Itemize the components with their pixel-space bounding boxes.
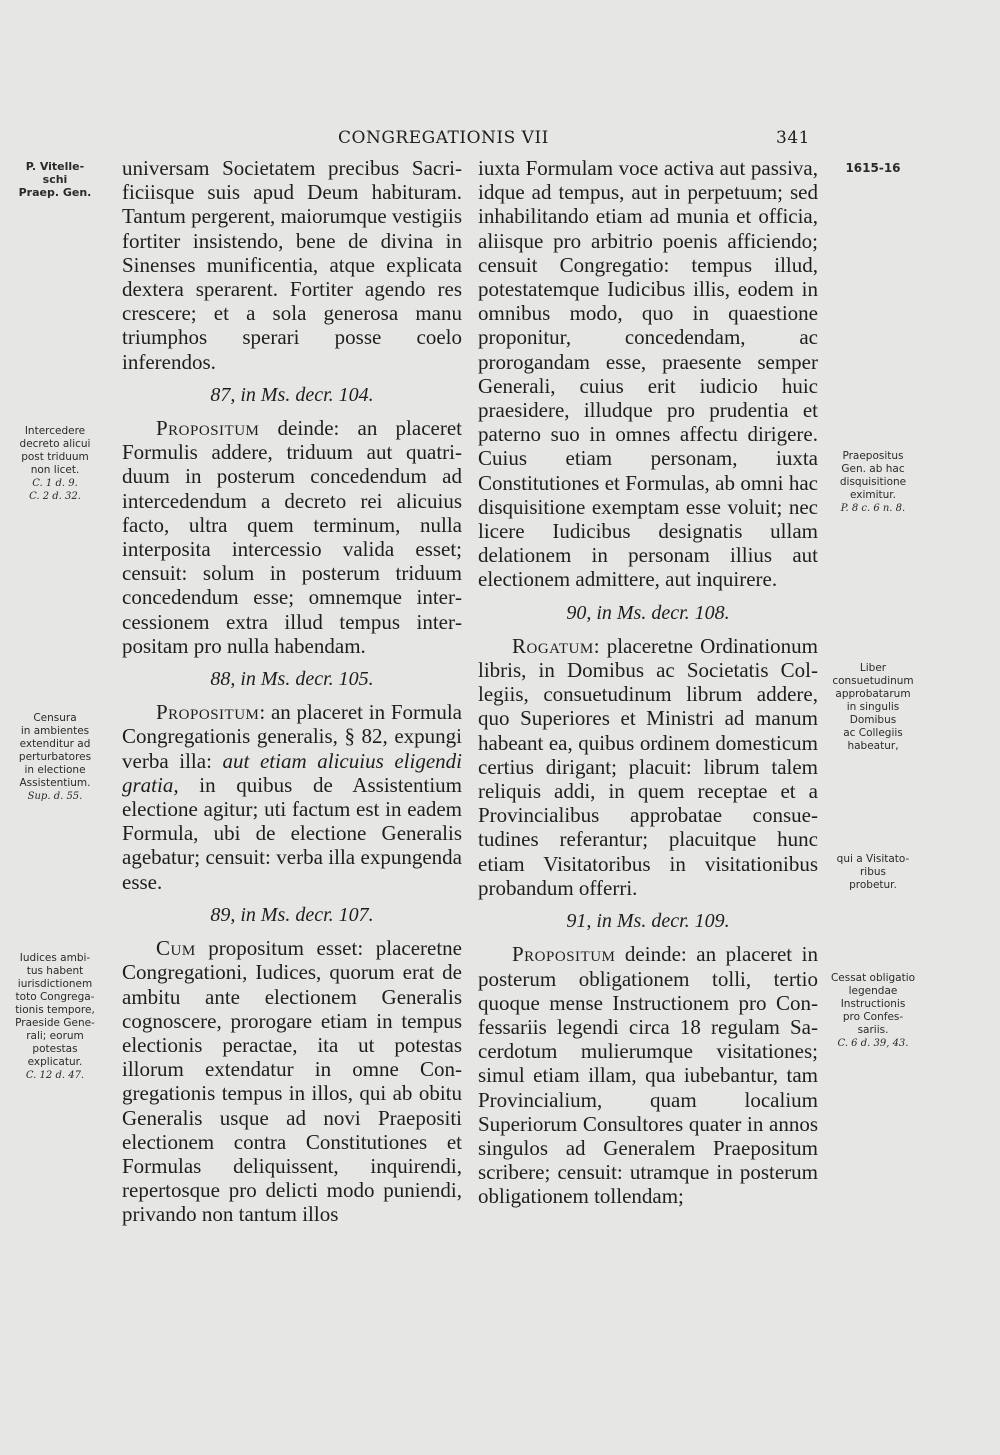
margin-line: Gen. ab hac bbox=[841, 463, 905, 475]
margin-line: extenditur ad bbox=[19, 738, 91, 750]
lead-word: Propositum bbox=[156, 700, 260, 725]
margin-line: Instructionis bbox=[840, 998, 906, 1010]
margin-reference: P. 8 c. 6 n. 8. bbox=[840, 503, 906, 514]
page-number: 341 bbox=[776, 128, 810, 148]
section-heading-88: 88, in Ms. decr. 105. bbox=[210, 668, 374, 691]
margin-note-liber bbox=[818, 662, 928, 753]
paragraph-89 bbox=[122, 936, 462, 1226]
margin-note-intercedere bbox=[0, 425, 110, 503]
italic-quote: aut etiam alicuius eligendi gratia, bbox=[122, 748, 463, 797]
left-text-column bbox=[122, 156, 462, 1227]
margin-line: Iudices ambi- bbox=[19, 952, 91, 964]
margin-line: decreto alicui bbox=[19, 438, 91, 450]
margin-note-censura bbox=[0, 712, 110, 803]
paragraph-text: in quibus de Assistentium electione agitur; uti factum est in eadem Formula, ubi de electione Generalis agebatur; censuit: verba illa expungenda esse. bbox=[122, 772, 462, 894]
margin-line: in singulis bbox=[846, 701, 900, 713]
margin-line: iurisdictionem bbox=[17, 978, 93, 990]
margin-line: toto Congrega- bbox=[15, 991, 95, 1003]
margin-line: legendae bbox=[848, 985, 898, 997]
margin-line: rali; eorum bbox=[26, 1030, 84, 1042]
margin-note-visitatoribus bbox=[818, 853, 928, 892]
margin-line: tionis tempore, bbox=[15, 1004, 95, 1016]
margin-reference: Sup. d. 55. bbox=[27, 791, 83, 802]
margin-line: Praepositus bbox=[842, 450, 904, 462]
margin-line: Intercedere bbox=[24, 425, 86, 437]
paragraph-text: deinde: an placeret in posterum obligationem tolli, tertio quoque mense Instructionem pro Confessariis legendi circa 18 regulam Sacerdotum mulierumque visitationes; simul etiam illam, qua iubebantur, tam Provincialium, quam localium Superiorum Consultores quater in annos singulos ad Generalem Praepositum scribere; censuit: utramque in posterum obligationem tollendam; bbox=[478, 942, 818, 1209]
margin-line: non licet. bbox=[30, 464, 80, 476]
paragraph-opening: universam Societatem precibus Sacrificiisque suis apud Deum habituram. Tantum pergerent, maiorumque vestigiis fortiter insistendo, bene de divina in Sinenses munificentia, atque explicata dextera sperarent. Fortiter agendo res crescere; et a sola generosa manu triumphos sperari posse coelo inferendos. bbox=[122, 156, 462, 374]
margin-line: post triduum bbox=[21, 451, 89, 463]
margin-line: habeatur, bbox=[847, 740, 899, 752]
running-title: CONGREGATIONIS VII bbox=[338, 128, 549, 148]
margin-line: schi bbox=[42, 173, 68, 186]
paragraph-text: deinde: an placeret Formulis addere, triduum aut quatriduum in posterum concedendum ad intercedendum a decreto rei alicuius facto, ultra quem terminum, nulla interposita intercessio valida esset; censuit: solum in posterum triduum concedendum esse; omnemque intercessionem extra illud tempus interpositam pro nulla habendam. bbox=[122, 416, 462, 658]
margin-reference: C. 1 d. 9. C. 2 d. 32. bbox=[29, 478, 81, 502]
margin-note-praepositus bbox=[818, 450, 928, 515]
margin-line: Liber bbox=[859, 662, 887, 674]
paragraph-90 bbox=[478, 634, 818, 900]
margin-line: qui a Visitato- bbox=[836, 853, 910, 865]
lead-word: Cum bbox=[156, 936, 196, 961]
paragraph-text: : an placeret in Formula Congregationis generalis, § 82, expungi verba illa: bbox=[122, 700, 462, 773]
margin-line: P. Vitelle- bbox=[25, 160, 85, 173]
margin-note-years bbox=[818, 162, 928, 175]
margin-line: in electione bbox=[24, 764, 86, 776]
margin-line: ac Collegiis bbox=[843, 727, 903, 739]
margin-note-author bbox=[0, 160, 110, 199]
paragraph-text: propositum esset: placeretne Congregationi, Iudices, quorum erat de ambitu ante electionem Generalis cognoscere, prorogare etiam in tempus electionis peractae, ita ut potestas illorum extendatur in omne Congregationis tempus in illos, qui ab obitu Generalis usque ad novi Praepositi electionem contra Constitutiones et Formulas deliquissent, inquirendi, repertosque pro delicti modo puniendi, privando non tantum illos bbox=[122, 936, 462, 1227]
margin-line: in ambientes bbox=[20, 725, 90, 737]
running-header bbox=[120, 128, 820, 154]
margin-line: Cessat obligatio bbox=[830, 972, 916, 984]
margin-line: consuetudinum bbox=[832, 675, 914, 687]
margin-line: potestas bbox=[32, 1043, 78, 1055]
section-heading-89: 89, in Ms. decr. 107. bbox=[210, 903, 374, 926]
margin-line: disquisitione bbox=[839, 476, 907, 488]
paragraph-text: : placeretne Ordinationum libris, in Domibus ac Societatis Collegiis, consuetudinum librum addere, quo Superiores et Ministri ad manum habeant ea, quibus ordinem domesticum certius dirigant; placuit: librum talem reliquis addi, in quem receptae et a Provincialibus approbatae consuetudines referantur; placuitque hunc etiam Visitatoribus in visitationibus probandum offerri. bbox=[478, 633, 818, 900]
margin-note-iudices bbox=[0, 952, 110, 1082]
margin-line: sariis. bbox=[857, 1024, 889, 1036]
margin-reference: C. 12 d. 47. bbox=[25, 1070, 85, 1081]
margin-line: pro Confes- bbox=[842, 1011, 904, 1023]
margin-line: Assistentium. bbox=[19, 777, 91, 789]
right-text-column bbox=[478, 156, 818, 1209]
margin-line: tus habent bbox=[26, 965, 84, 977]
margin-line: Praep. Gen. bbox=[18, 186, 92, 199]
lead-word: Propositum bbox=[156, 416, 260, 441]
margin-line: eximitur. bbox=[849, 489, 896, 501]
paragraph-88 bbox=[122, 700, 462, 894]
paragraph-continuation: iuxta Formulam voce activa aut passiva, idque ad tempus, aut in perpetuum; sed inhabilitando etiam ad munia et officia, aliisque pro arbitrio poenis afficiendo; censuit Congregatio: tempus illud, potestatemque Iudicibus illis, eodem in omnibus modo, quo in quaestione proponitur, concedendam, ac prorogandam esse, praesente semper Generali, cuius erit iudicio huic praesidere, illudque pro prudentia et paterno suo in omnes affectu dirigere. Cuius etiam personam, iuxta Constitutiones et Formulas, ab omni hac disquisitione exemptam esse voluit; nec licere Iudicibus designatis ullam delationem in personam illius aut electionem admittere, aut inquirere. bbox=[478, 156, 818, 592]
lead-word: Propositum bbox=[512, 942, 616, 967]
margin-line: Domibus bbox=[849, 714, 897, 726]
margin-reference: C. 6 d. 39, 43. bbox=[837, 1038, 909, 1049]
margin-line: Praeside Gene- bbox=[15, 1017, 95, 1029]
section-heading-91: 91, in Ms. decr. 109. bbox=[566, 910, 730, 933]
margin-line: 1615-16 bbox=[845, 161, 901, 175]
paragraph-87 bbox=[122, 416, 462, 658]
margin-note-cessat bbox=[818, 972, 928, 1050]
margin-line: approbatarum bbox=[835, 688, 911, 700]
margin-line: explicatur. bbox=[27, 1056, 83, 1068]
margin-line: perturbatores bbox=[18, 751, 92, 763]
section-heading-90: 90, in Ms. decr. 108. bbox=[566, 601, 730, 624]
margin-line: Censura bbox=[33, 712, 77, 724]
margin-line: probetur. bbox=[849, 879, 897, 891]
margin-line: ribus bbox=[859, 866, 887, 878]
lead-word: Rogatum bbox=[512, 633, 594, 658]
section-heading-87: 87, in Ms. decr. 104. bbox=[210, 383, 374, 406]
paragraph-91 bbox=[478, 942, 818, 1208]
